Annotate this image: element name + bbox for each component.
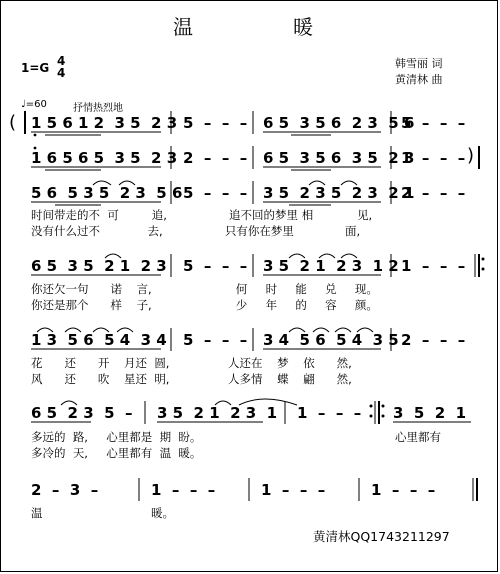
- lyric: 你还是那个: [31, 298, 89, 312]
- lyric: 心里都有: [106, 446, 153, 460]
- lyric: 梦: [277, 356, 289, 370]
- lyric: 明,: [154, 372, 170, 386]
- lyric: 吹: [97, 372, 110, 386]
- lyric: 诺: [110, 282, 122, 296]
- lyric: 然,: [336, 356, 352, 370]
- lyric: 月还: [124, 356, 147, 370]
- lyric: 天,: [72, 446, 88, 460]
- lyric: 然,: [336, 372, 352, 386]
- lyric: 见,: [357, 208, 373, 222]
- key-signature: 1=G: [21, 61, 50, 75]
- lyric: 追不回的梦里: [229, 208, 299, 222]
- time-signature-bottom: 4: [57, 66, 66, 80]
- row7-measure4: 1 – – –: [371, 481, 436, 499]
- lyric: 多远的: [31, 430, 66, 444]
- row2-measure4: 1 – – –: [401, 149, 466, 167]
- row3-measure1: 5 6 5 3 5 2 3 5 6: [31, 184, 183, 202]
- row7-measure1: 2 – 3 –: [31, 481, 99, 499]
- row1-measure4: 5 – – –: [401, 114, 466, 132]
- row5-measure1: 1 3 5 6 5 4 3 4: [31, 331, 167, 349]
- notation-overlay: [1, 1, 499, 573]
- lyric: 依: [303, 356, 315, 370]
- lyric: 暖。: [178, 446, 202, 460]
- row2-measure1: 1 6 5 6 5 3 5 2 3: [31, 149, 178, 167]
- row6-measure4: 3 5 2 1: [393, 404, 467, 422]
- lyric: 少: [235, 298, 248, 312]
- row3-measure4: 2 – – –: [401, 184, 466, 202]
- lyric: 还: [64, 372, 76, 386]
- lyric: 翩: [303, 372, 315, 386]
- lyric: 颜。: [354, 298, 378, 312]
- lyric: 言,: [136, 282, 152, 296]
- tempo-marking: ♩=60: [21, 99, 47, 110]
- expression-marking: 抒情热烈地: [73, 103, 123, 114]
- lyric: 花: [31, 356, 43, 370]
- lyric: 子,: [136, 298, 152, 312]
- composer-credit: 黄清林 曲: [395, 73, 443, 86]
- lyric: 没有什么过不: [31, 224, 100, 238]
- lyric: 期: [159, 430, 172, 444]
- lyric: 时: [265, 282, 278, 296]
- slurs: [37, 181, 373, 405]
- title-left-char: 温: [173, 15, 194, 39]
- lyric: 何: [235, 282, 248, 296]
- repeat-paren-close: ): [467, 145, 475, 166]
- lyric: 心里都是: [106, 430, 153, 444]
- lyric: 还: [64, 356, 76, 370]
- row3-measure3: 3 5 2 3 5 2 3 2 1: [263, 184, 415, 202]
- time-signature-top: 4: [57, 54, 66, 68]
- lyric: 人多情: [227, 372, 263, 386]
- row2-measure3: 6 5 3 5 6 3 5 2 3: [263, 149, 415, 167]
- lyric: 相: [301, 208, 314, 222]
- lyric: 蝶: [277, 372, 289, 386]
- lyric: 样: [110, 298, 122, 312]
- lyric: 路,: [72, 430, 88, 444]
- row6-measure2: 3 5 2 1 2 3 1: [157, 404, 278, 422]
- lyric: 时间带走的不: [31, 208, 100, 222]
- lyric: 风: [31, 372, 43, 386]
- octave-dots: [34, 134, 485, 418]
- repeat-paren-open: (: [9, 112, 17, 133]
- row4-measure2: 5 – – –: [183, 257, 248, 275]
- row7-measure2: 1 – – –: [151, 481, 216, 499]
- row6-measure1: 6 5 2 3 5 –: [31, 404, 133, 422]
- title-right-char: 暖: [293, 15, 314, 39]
- beams: [31, 132, 471, 422]
- lyric: 开: [97, 356, 110, 370]
- lyric: 现。: [354, 282, 378, 296]
- lyric: 追,: [151, 208, 167, 222]
- contact-credit: 黄清林QQ1743211297: [313, 529, 450, 544]
- row6-measure3: 1 – – –: [297, 404, 362, 422]
- lyric: 盼。: [178, 430, 202, 444]
- row7-measure3: 1 – – –: [261, 481, 326, 499]
- row1-measure2: 5 – – –: [183, 114, 248, 132]
- row1-measure1: 1 5 6 1 2 3 5 2 3: [31, 114, 178, 132]
- row4-measure1: 6 5 3 5 2 1 2 3: [31, 257, 167, 275]
- lyric: 你还欠一句: [31, 282, 89, 296]
- lyric: 面,: [345, 224, 361, 238]
- row2-measure2: 2 – – –: [183, 149, 248, 167]
- lyric: 可: [107, 208, 119, 222]
- lyric: 去,: [147, 224, 163, 238]
- lyric: 能: [295, 282, 307, 296]
- lyricist-credit: 韩雪丽 词: [395, 57, 443, 70]
- row7-lyric-b: 暖。: [151, 506, 174, 520]
- lyric: 兑: [325, 282, 337, 296]
- row4-measure3: 3 5 2 1 2 3 1 2: [263, 257, 399, 275]
- row5-measure3: 3 4 5 6 5 4 3 5: [263, 331, 399, 349]
- row7-lyric-a: 温: [31, 506, 43, 520]
- row5-measure2: 5 – – –: [183, 331, 248, 349]
- row1-measure3: 6 5 3 5 6 2 3 5 6: [263, 114, 415, 132]
- row3-measure2: 5 – – –: [183, 184, 248, 202]
- lyric: 温: [159, 446, 172, 460]
- lyric: 只有你在梦里: [224, 224, 294, 238]
- lyric: 年: [265, 298, 278, 312]
- lyric: 的: [295, 298, 307, 312]
- lyric: 星还: [124, 372, 147, 386]
- lyric: 人还在: [227, 356, 263, 370]
- row4-measure4: 1 – – –: [401, 257, 466, 275]
- lyric: 圆,: [154, 356, 170, 370]
- lyric: 多冷的: [31, 446, 66, 460]
- row5-measure4: 2 – – –: [401, 331, 466, 349]
- row6-lyrics1-end: 心里都有: [395, 430, 441, 444]
- lyric: 容: [325, 298, 337, 312]
